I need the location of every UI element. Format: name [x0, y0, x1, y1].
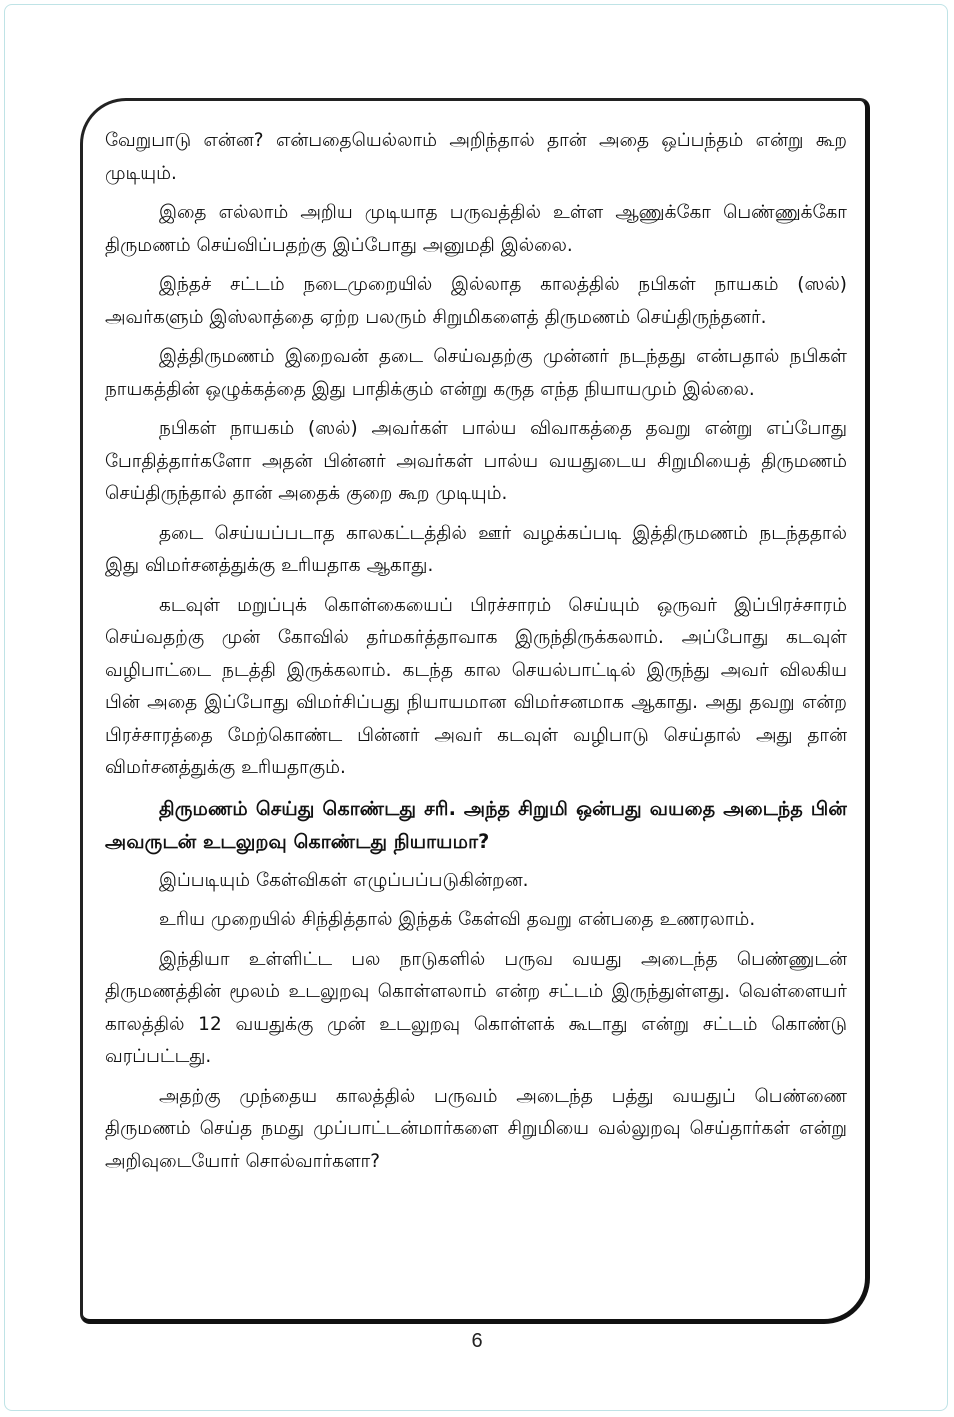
- paragraph: இப்படியும் கேள்விகள் எழுப்பப்படுகின்றன.: [159, 869, 529, 891]
- paragraph: உரிய முறையில் சிந்தித்தால் இந்தக் கேள்வி தவறு என்பதை உணரலாம்.: [159, 909, 756, 930]
- paragraph: தடை செய்யப்படாத காலகட்டத்தில் ஊர் வழக்கப்படி இத்திருமணம் நடந்ததால் இது விமர்சனத்துக்கு உரியதாக ஆகாது.: [105, 522, 847, 576]
- paragraph: அதற்கு முந்தைய காலத்தில் பருவம் அடைந்த பத்து வயதுப் பெண்ணை திருமணம் செய்த நமது முப்பாட்டன்மார்களை சிறுமியை வல்லுறவு செய்தார்கள் என்று அறிவுடையோர் சொல்வார்களா?: [105, 1085, 847, 1172]
- paragraph: இத்திருமணம் இறைவன் தடை செய்வதற்கு முன்னர் நடந்தது என்பதால் நபிகள் நாயகத்தின் ஒழுக்கத்தை இது பாதிக்கும் என்று கருத எந்த நியாயமும் இல்லை.: [105, 346, 847, 400]
- paragraph: இந்தச் சட்டம் நடைமுறையில் இல்லாத காலத்தில் நபிகள் நாயகம் (ஸல்) அவர்களும் இஸ்லாத்தை ஏற்ற பலரும் சிறுமிகளைத் திருமணம் செய்திருந்தனர்.: [105, 274, 847, 328]
- paragraph: இதை எல்லாம் அறிய முடியாத பருவத்தில் உள்ள ஆணுக்கோ பெண்ணுக்கோ திருமணம் செய்விப்பதற்கு இப்போது அனுமதி இல்லை.: [105, 202, 847, 256]
- text-frame: [80, 98, 870, 1324]
- paragraph: கடவுள் மறுப்புக் கொள்கையைப் பிரச்சாரம் செய்யும் ஒருவர் இப்பிரச்சாரம் செய்வதற்கு முன் கோவில் தர்மகர்த்தாவாக இருந்திருக்கலாம். அப்போது கடவுள் வழிபாட்டை நடத்தி இருக்கலாம். கடந்த கால செயல்பாட்டில் இருந்து அவர் விலகிய பின் அதை இப்போது விமர்சிப்பது நியாயமான விமர்சனமாக ஆகாது. அது தவறு என்ற பிரச்சாரத்தை மேற்கொண்ட பின்னர் அவர் கடவுள் வழிபாடு செய்தால் அது தான் விமர்சனத்துக்கு உரியதாகும்.: [105, 594, 847, 778]
- question-heading: திருமணம் செய்து கொண்டது சரி. அந்த சிறுமி ஒன்பது வயதை அடைந்த பின் அவருடன் உடலுறவு கொண்டது நியாயமா?: [105, 796, 847, 853]
- paragraph: இந்தியா உள்ளிட்ட பல நாடுகளில் பருவ வயது அடைந்த பெண்ணுடன் திருமணத்தின் மூலம் உடலுறவு கொள்ளலாம் என்ற சட்டம் இருந்துள்ளது. வெள்ளையர் காலத்தில் 12 வயதுக்கு முன் உடலுறவு கொள்ளக் கூடாது என்று சட்டம் கொண்டு வரப்பட்டது.: [105, 948, 847, 1067]
- paragraph: நபிகள் நாயகம் (ஸல்) அவர்கள் பால்ய விவாகத்தை தவறு என்று எப்போது போதித்தார்களோ அதன் பின்னர் அவர்கள் பால்ய வயதுடைய சிறுமியைத் திருமணம் செய்திருந்தால் தான் அதைக் குறை கூற முடியும்.: [105, 418, 847, 504]
- paragraph-continuation: வேறுபாடு என்ன? என்பதையெல்லாம் அறிந்தால் தான் அதை ஒப்பந்தம் என்று கூற முடியும்.: [105, 130, 847, 184]
- page-number: 6: [471, 1330, 483, 1352]
